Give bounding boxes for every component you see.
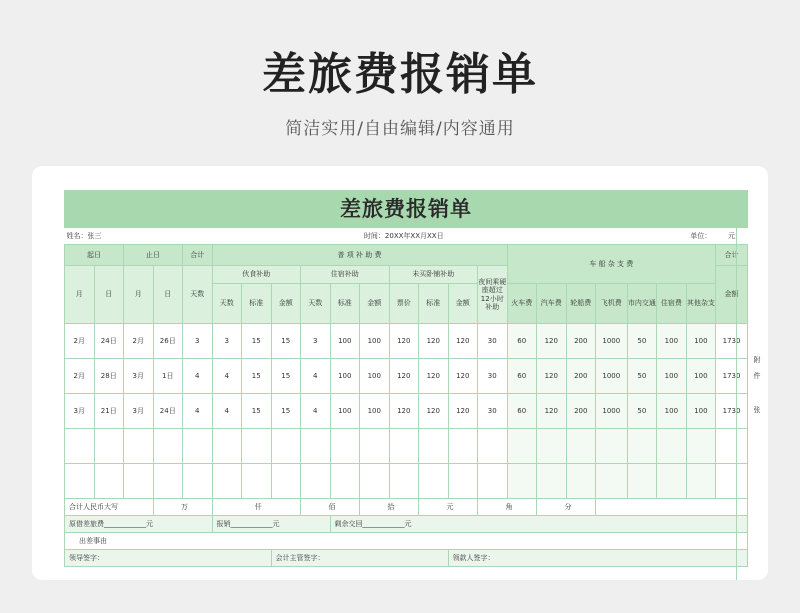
table-cell xyxy=(360,429,390,464)
table-cell: 200 xyxy=(566,359,596,394)
table-cell xyxy=(271,464,301,499)
table-cell: 28日 xyxy=(94,359,124,394)
table-cell: 1000 xyxy=(596,359,628,394)
header-meal-days: 天数 xyxy=(212,284,242,324)
header-lodging-amount: 金额 xyxy=(360,284,390,324)
header-hotel: 住宿费 xyxy=(657,284,687,324)
table-cell xyxy=(657,429,687,464)
header-city: 市内交通 xyxy=(627,284,657,324)
table-cell xyxy=(478,429,508,464)
table-cell xyxy=(627,464,657,499)
table-cell xyxy=(448,464,478,499)
table-cell: 60 xyxy=(507,359,537,394)
table-cell xyxy=(65,429,95,464)
table-cell: 1000 xyxy=(596,394,628,429)
header-misc: 其他杂支 xyxy=(686,284,716,324)
unit-fen: 分 xyxy=(537,499,596,516)
table-cell xyxy=(478,464,508,499)
table-cell xyxy=(330,464,360,499)
table-cell xyxy=(124,429,154,464)
table-cell xyxy=(183,464,213,499)
table-cell: 100 xyxy=(657,394,687,429)
header-lodging-days: 天数 xyxy=(301,284,331,324)
header-meal-standard: 标准 xyxy=(242,284,272,324)
header-bus: 汽车费 xyxy=(537,284,567,324)
table-cell: 200 xyxy=(566,394,596,429)
header-ticket: 票价 xyxy=(389,284,419,324)
table-cell: 120 xyxy=(419,394,449,429)
table-cell xyxy=(183,429,213,464)
table-cell: 100 xyxy=(330,394,360,429)
table-cell: 120 xyxy=(389,394,419,429)
table-cell xyxy=(627,429,657,464)
table-cell xyxy=(301,464,331,499)
table-cell: 30 xyxy=(478,394,508,429)
header-no-sleeper: 未买卧铺补助 xyxy=(389,266,478,284)
table-cell: 60 xyxy=(507,394,537,429)
remain-field: 剩余交回____________元 xyxy=(330,516,748,533)
table-cell xyxy=(537,464,567,499)
header-end-month: 月 xyxy=(124,266,154,324)
attachment-column xyxy=(736,190,768,580)
table-cell xyxy=(507,464,537,499)
table-cell: 4 xyxy=(212,394,242,429)
table-cell xyxy=(596,429,628,464)
table-cell: 200 xyxy=(566,324,596,359)
table-cell xyxy=(507,429,537,464)
table-cell: 50 xyxy=(627,394,657,429)
table-cell xyxy=(212,464,242,499)
table-cell xyxy=(448,429,478,464)
header-plane: 飞机费 xyxy=(596,284,628,324)
table-cell: 100 xyxy=(657,359,687,394)
header-transport: 车 船 杂 支 费 xyxy=(507,245,716,284)
table-cell xyxy=(330,429,360,464)
table-cell: 30 xyxy=(478,324,508,359)
table-cell: 15 xyxy=(242,324,272,359)
table-cell xyxy=(94,429,124,464)
table-cell: 100 xyxy=(330,359,360,394)
table-cell xyxy=(94,464,124,499)
table-cell xyxy=(65,464,95,499)
header-end-day: 日 xyxy=(153,266,183,324)
name-field: 姓名：张三 xyxy=(66,231,102,240)
table-cell: 120 xyxy=(448,359,478,394)
header-lodging-standard: 标准 xyxy=(330,284,360,324)
time-field: 时间：20XX年XX月XX日 xyxy=(363,231,444,240)
table-cell xyxy=(212,429,242,464)
attach-label: 附件 xyxy=(753,356,761,380)
header-start-day: 日 xyxy=(94,266,124,324)
header-allowance: 普 项 补 助 费 xyxy=(212,245,507,266)
attach-unit: 张 xyxy=(753,406,761,414)
table-cell xyxy=(566,464,596,499)
table-cell: 3 xyxy=(212,324,242,359)
table-cell: 2月 xyxy=(65,359,95,394)
leader-sign: 领导签字： xyxy=(65,550,272,567)
table-cell: 120 xyxy=(448,394,478,429)
borrow-field: 原借差旅费____________元 xyxy=(65,516,213,533)
table-cell xyxy=(389,464,419,499)
table-row xyxy=(65,324,748,359)
unit-value: 元 xyxy=(728,231,736,240)
header-total-amount: 金额 xyxy=(716,266,748,324)
table-cell: 100 xyxy=(330,324,360,359)
table-cell: 3月 xyxy=(65,394,95,429)
table-cell: 100 xyxy=(686,394,716,429)
table-cell: 3月 xyxy=(124,394,154,429)
table-cell: 2月 xyxy=(65,324,95,359)
table-cell: 4 xyxy=(183,359,213,394)
header-ship: 轮船费 xyxy=(566,284,596,324)
table-cell: 1000 xyxy=(596,324,628,359)
header-end: 止日 xyxy=(124,245,183,266)
table-cell: 50 xyxy=(627,359,657,394)
table-cell xyxy=(389,429,419,464)
header-days: 天数 xyxy=(183,266,213,324)
header-sum: 合计 xyxy=(716,245,748,266)
header-night: 夜间乘硬座超过12小时补助 xyxy=(478,266,508,324)
reason-field: 出差事由 xyxy=(65,533,748,550)
table-cell xyxy=(657,464,687,499)
table-row xyxy=(65,429,748,464)
table-cell: 120 xyxy=(537,394,567,429)
table-cell xyxy=(686,429,716,464)
table-cell xyxy=(419,464,449,499)
table-cell: 60 xyxy=(507,324,537,359)
table-cell: 120 xyxy=(389,359,419,394)
table-cell: 4 xyxy=(212,359,242,394)
receiver-sign: 领款人签字： xyxy=(448,550,748,567)
table-cell: 26日 xyxy=(153,324,183,359)
table-cell: 4 xyxy=(183,394,213,429)
table-cell xyxy=(242,429,272,464)
unit-shi: 拾 xyxy=(360,499,419,516)
header-total: 合计 xyxy=(183,245,213,266)
form-title: 差旅费报销单 xyxy=(65,191,748,228)
rmb-label: 合计人民币大写 xyxy=(65,499,154,516)
unit-wan: 万 xyxy=(153,499,212,516)
table-cell: 15 xyxy=(271,394,301,429)
header-sleeper-amount: 金额 xyxy=(448,284,478,324)
header-meal: 伙食补助 xyxy=(212,266,301,284)
header-start-month: 月 xyxy=(65,266,95,324)
table-cell: 120 xyxy=(419,359,449,394)
table-cell: 100 xyxy=(686,359,716,394)
table-cell: 3月 xyxy=(124,359,154,394)
table-cell xyxy=(271,429,301,464)
header-lodging: 住宿补助 xyxy=(301,266,390,284)
table-cell: 21日 xyxy=(94,394,124,429)
table-row xyxy=(65,464,748,499)
table-cell: 100 xyxy=(686,324,716,359)
unit-label: 单位： xyxy=(690,231,712,240)
page-title: 差旅费报销单 xyxy=(262,49,538,100)
table-cell: 3 xyxy=(301,324,331,359)
table-cell: 120 xyxy=(537,324,567,359)
page-subtitle: 简洁实用/自由编辑/内容通用 xyxy=(285,119,515,139)
unit-qian: 仟 xyxy=(212,499,301,516)
table-cell xyxy=(124,464,154,499)
table-cell: 1730 xyxy=(716,359,748,394)
accountant-sign: 会计主管签字： xyxy=(271,550,448,567)
table-row xyxy=(65,359,748,394)
table-cell: 100 xyxy=(360,394,390,429)
unit-yuan: 元 xyxy=(419,499,478,516)
table-cell: 120 xyxy=(419,324,449,359)
table-cell: 50 xyxy=(627,324,657,359)
table-cell: 4 xyxy=(301,359,331,394)
table-cell: 100 xyxy=(657,324,687,359)
table-cell xyxy=(419,429,449,464)
table-cell xyxy=(360,464,390,499)
table-cell xyxy=(242,464,272,499)
table-cell: 1日 xyxy=(153,359,183,394)
table-cell xyxy=(301,429,331,464)
table-cell: 3 xyxy=(183,324,213,359)
table-cell: 24日 xyxy=(153,394,183,429)
unit-bai: 佰 xyxy=(301,499,360,516)
table-cell: 15 xyxy=(271,324,301,359)
table-cell: 100 xyxy=(360,359,390,394)
table-cell xyxy=(596,464,628,499)
header-sleeper-standard: 标准 xyxy=(419,284,449,324)
reimbursement-table xyxy=(64,190,748,567)
table-cell: 15 xyxy=(242,394,272,429)
table-cell: 30 xyxy=(478,359,508,394)
table-cell: 120 xyxy=(448,324,478,359)
table-row xyxy=(65,394,748,429)
table-cell: 120 xyxy=(537,359,567,394)
header-meal-amount: 金额 xyxy=(271,284,301,324)
header-start: 起日 xyxy=(65,245,124,266)
table-cell: 1730 xyxy=(716,324,748,359)
table-cell xyxy=(686,464,716,499)
header-train: 火车费 xyxy=(507,284,537,324)
table-cell: 1730 xyxy=(716,394,748,429)
table-cell xyxy=(153,464,183,499)
unit-jiao: 角 xyxy=(478,499,537,516)
table-cell: 4 xyxy=(301,394,331,429)
table-cell: 120 xyxy=(389,324,419,359)
reimbursement-sheet xyxy=(64,190,748,567)
table-cell: 15 xyxy=(242,359,272,394)
table-cell xyxy=(537,429,567,464)
form-card xyxy=(32,166,768,580)
table-cell: 2月 xyxy=(124,324,154,359)
table-cell xyxy=(153,429,183,464)
reimburse-field: 报销____________元 xyxy=(212,516,330,533)
table-cell: 100 xyxy=(360,324,390,359)
table-cell: 24日 xyxy=(94,324,124,359)
table-cell: 15 xyxy=(271,359,301,394)
table-cell xyxy=(566,429,596,464)
